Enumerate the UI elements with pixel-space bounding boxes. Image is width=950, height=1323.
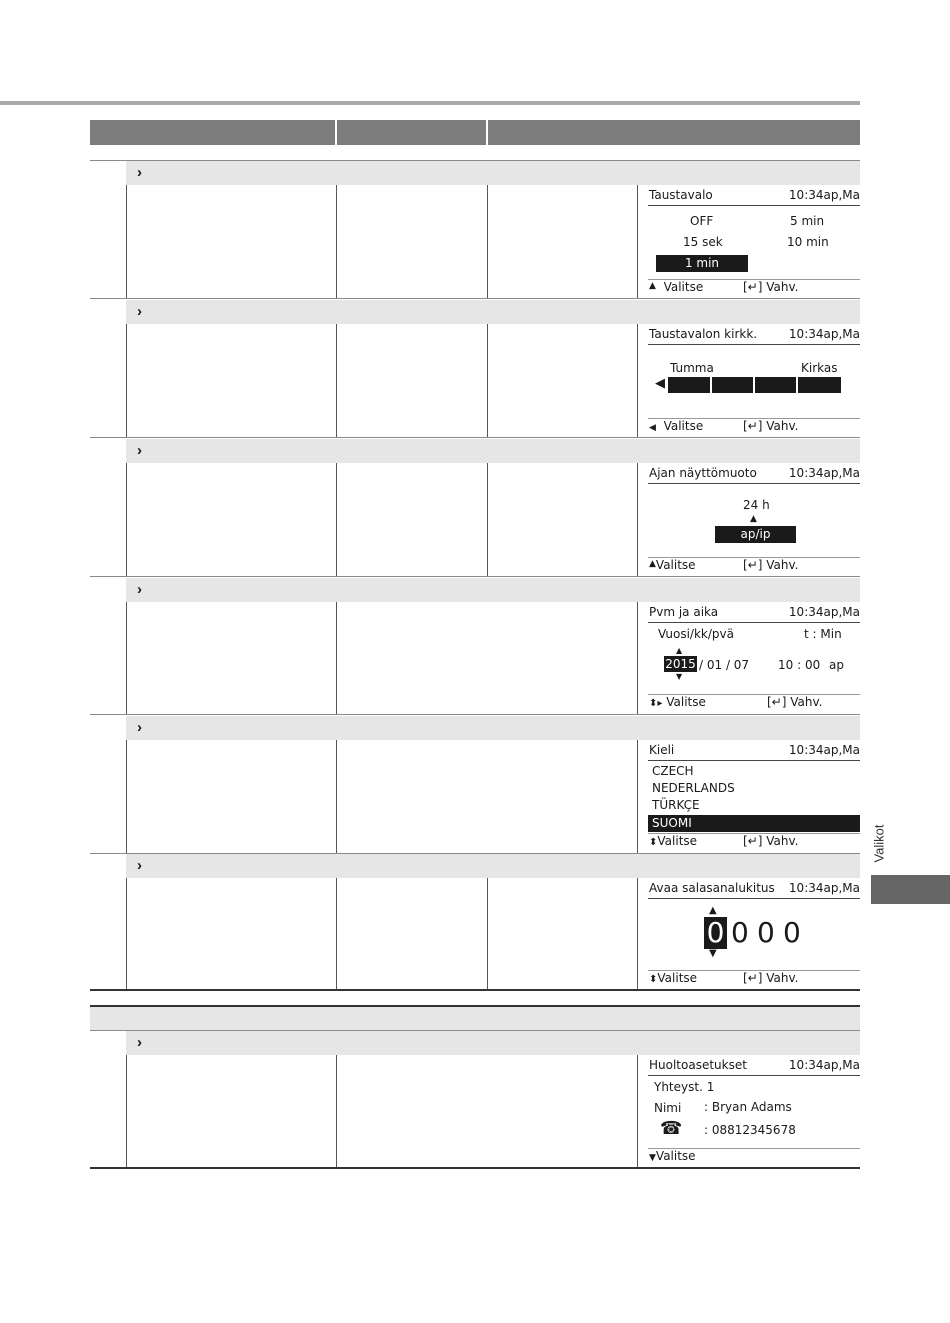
- brightness-segment: [712, 377, 753, 393]
- screen-time: 10:34ap,Ma: [788, 327, 860, 341]
- phone-icon: ☎: [660, 1118, 683, 1139]
- label-date-format: Vuosi/kk/pvä: [658, 627, 734, 641]
- screen-title-rule: [648, 760, 860, 761]
- screen-time-format: [638, 464, 860, 576]
- name-value: : Bryan Adams: [704, 1100, 792, 1114]
- chevron-right-icon: ›: [137, 164, 142, 181]
- row-rule: [90, 576, 860, 577]
- column-line: [126, 1055, 127, 1167]
- brightness-bar: [668, 377, 842, 393]
- language-item: NEDERLANDS: [652, 781, 735, 795]
- password-digit: 0: [731, 916, 749, 949]
- screen-title-rule: [648, 483, 860, 484]
- up-arrow-icon: ▲: [676, 646, 683, 655]
- column-line: [126, 324, 127, 437]
- table-header: [90, 120, 860, 145]
- screen-time: 10:34ap,Ma: [788, 1058, 860, 1072]
- column-line: [126, 463, 127, 576]
- column-line: [126, 602, 127, 714]
- footer-confirm: [↵] Vahv.: [743, 280, 799, 294]
- column-line: [487, 878, 488, 989]
- screen-time: 10:34ap,Ma: [788, 743, 860, 757]
- brightness-segment: [755, 377, 796, 393]
- header-divider: [486, 120, 488, 145]
- screen-title-rule: [648, 1075, 860, 1076]
- chevron-right-icon: ›: [137, 442, 142, 459]
- column-line: [336, 463, 337, 576]
- side-section-label: Valikot: [871, 824, 887, 863]
- footer-select: ⬍Valitse: [649, 971, 698, 985]
- row-rule: [90, 714, 860, 715]
- screen-title-rule: [648, 898, 860, 899]
- option-24h: 24 h: [743, 498, 770, 512]
- screen-language: [638, 741, 860, 853]
- option-off: OFF: [690, 214, 714, 228]
- section-band: [126, 578, 860, 602]
- down-arrow-icon: ▼: [709, 948, 717, 959]
- year-selected: 2015: [665, 657, 696, 671]
- section-band: [126, 716, 860, 740]
- footer-confirm: [↵] Vahv.: [767, 695, 823, 709]
- ampm-value: ap: [829, 658, 844, 672]
- chevron-right-icon: ›: [137, 857, 142, 874]
- column-line: [336, 324, 337, 437]
- up-arrow-icon: ▲: [649, 559, 656, 569]
- column-line: [336, 185, 337, 298]
- screen-time: 10:34ap,Ma: [788, 881, 860, 895]
- label-dark: Tumma: [670, 361, 714, 375]
- date-month-day: / 01 / 07: [699, 658, 750, 672]
- updown-arrow-icon: ⬍▸: [649, 698, 663, 709]
- group-band: [90, 1007, 860, 1031]
- phone-value: : 08812345678: [704, 1123, 796, 1137]
- screen-title: Ajan näyttömuoto: [649, 466, 757, 480]
- section-band: [126, 854, 860, 878]
- chevron-right-icon: ›: [137, 719, 142, 736]
- footer-select: ▼Valitse: [649, 1149, 696, 1163]
- contact-label: Yhteyst. 1: [654, 1080, 715, 1094]
- section-band: [126, 1031, 860, 1055]
- option-apip-selected: ap/ip: [715, 526, 796, 543]
- column-line: [126, 878, 127, 989]
- section-band: [126, 300, 860, 324]
- column-line: [126, 185, 127, 298]
- column-line: [336, 602, 337, 714]
- screen-title: Avaa salasanalukitus: [649, 881, 775, 895]
- screen-title: Taustavalo: [649, 188, 713, 202]
- screen-title-rule: [648, 622, 860, 623]
- footer-select: ⬍▸ Valitse: [649, 695, 706, 709]
- label-time-format: t : Min: [804, 627, 842, 641]
- left-arrow-icon: ◀: [649, 423, 656, 433]
- language-item: TÜRKÇE: [652, 798, 700, 812]
- section-band: [126, 439, 860, 463]
- chevron-right-icon: ›: [137, 581, 142, 598]
- option-15sek: 15 sek: [683, 235, 723, 249]
- column-line: [336, 740, 337, 853]
- footer-select: ▲ Valitse: [649, 280, 704, 294]
- updown-arrow-icon: ⬍: [649, 974, 658, 985]
- option-5min: 5 min: [790, 214, 825, 228]
- footer-confirm: [↵] Vahv.: [743, 834, 799, 848]
- column-line: [126, 740, 127, 853]
- column-line: [487, 185, 488, 298]
- screen-title: Kieli: [649, 743, 675, 757]
- row-rule: [90, 437, 860, 438]
- column-line: [487, 463, 488, 576]
- table-end-rule: [90, 1167, 860, 1169]
- header-divider: [335, 120, 337, 145]
- language-item-selected: SUOMI: [648, 815, 860, 832]
- screen-brightness: [638, 325, 860, 437]
- screen-title: Pvm ja aika: [649, 605, 719, 619]
- screen-time: 10:34ap,Ma: [788, 605, 860, 619]
- column-line: [487, 324, 488, 437]
- footer-confirm: [↵] Vahv.: [743, 971, 799, 985]
- option-1min-selected: 1 min: [656, 255, 748, 272]
- password-digit: 0: [783, 916, 801, 949]
- option-10min: 10 min: [787, 235, 829, 249]
- clock-value: 10 : 00: [778, 658, 821, 672]
- up-arrow-icon: ▲: [709, 905, 717, 916]
- footer-select: ◀ Valitse: [649, 419, 704, 433]
- section-end-rule: [90, 989, 860, 991]
- up-arrow-icon: ▲: [649, 281, 656, 291]
- screen-title: Huoltoasetukset: [649, 1058, 747, 1072]
- screen-title: Taustavalon kirkk.: [649, 327, 758, 341]
- screen-date-time: [638, 603, 860, 714]
- screen-password-unlock: [638, 879, 860, 989]
- footer-confirm: [↵] Vahv.: [743, 419, 799, 433]
- name-label: Nimi: [654, 1101, 682, 1115]
- screen-time: 10:34ap,Ma: [788, 188, 860, 202]
- section-band: [126, 161, 860, 185]
- chevron-right-icon: ›: [137, 303, 142, 320]
- footer-select: ▲Valitse: [649, 558, 696, 572]
- column-line: [336, 1055, 337, 1167]
- side-tab-marker: [871, 875, 950, 904]
- row-rule: [90, 298, 860, 299]
- down-arrow-icon: ▼: [676, 672, 683, 681]
- label-bright: Kirkas: [801, 361, 838, 375]
- screen-title-rule: [648, 205, 860, 206]
- top-rule: [0, 101, 860, 105]
- column-line: [336, 878, 337, 989]
- footer-select: ⬍Valitse: [649, 834, 698, 848]
- chevron-right-icon: ›: [137, 1034, 142, 1051]
- screen-time: 10:34ap,Ma: [788, 466, 860, 480]
- updown-arrow-icon: ⬍: [649, 837, 658, 848]
- up-arrow-icon: ▲: [750, 514, 757, 524]
- brightness-segment: [798, 377, 841, 393]
- screen-title-rule: [648, 344, 860, 345]
- language-item: CZECH: [652, 764, 694, 778]
- brightness-segment: [668, 377, 710, 393]
- password-digit-selected: 0: [704, 917, 727, 949]
- down-arrow-icon: ▼: [649, 1153, 656, 1163]
- password-digit: 0: [757, 916, 775, 949]
- screen-service-settings: [638, 1056, 860, 1167]
- footer-confirm: [↵] Vahv.: [743, 558, 799, 572]
- left-arrow-icon: ◀: [655, 376, 665, 391]
- screen-backlight: [638, 186, 860, 298]
